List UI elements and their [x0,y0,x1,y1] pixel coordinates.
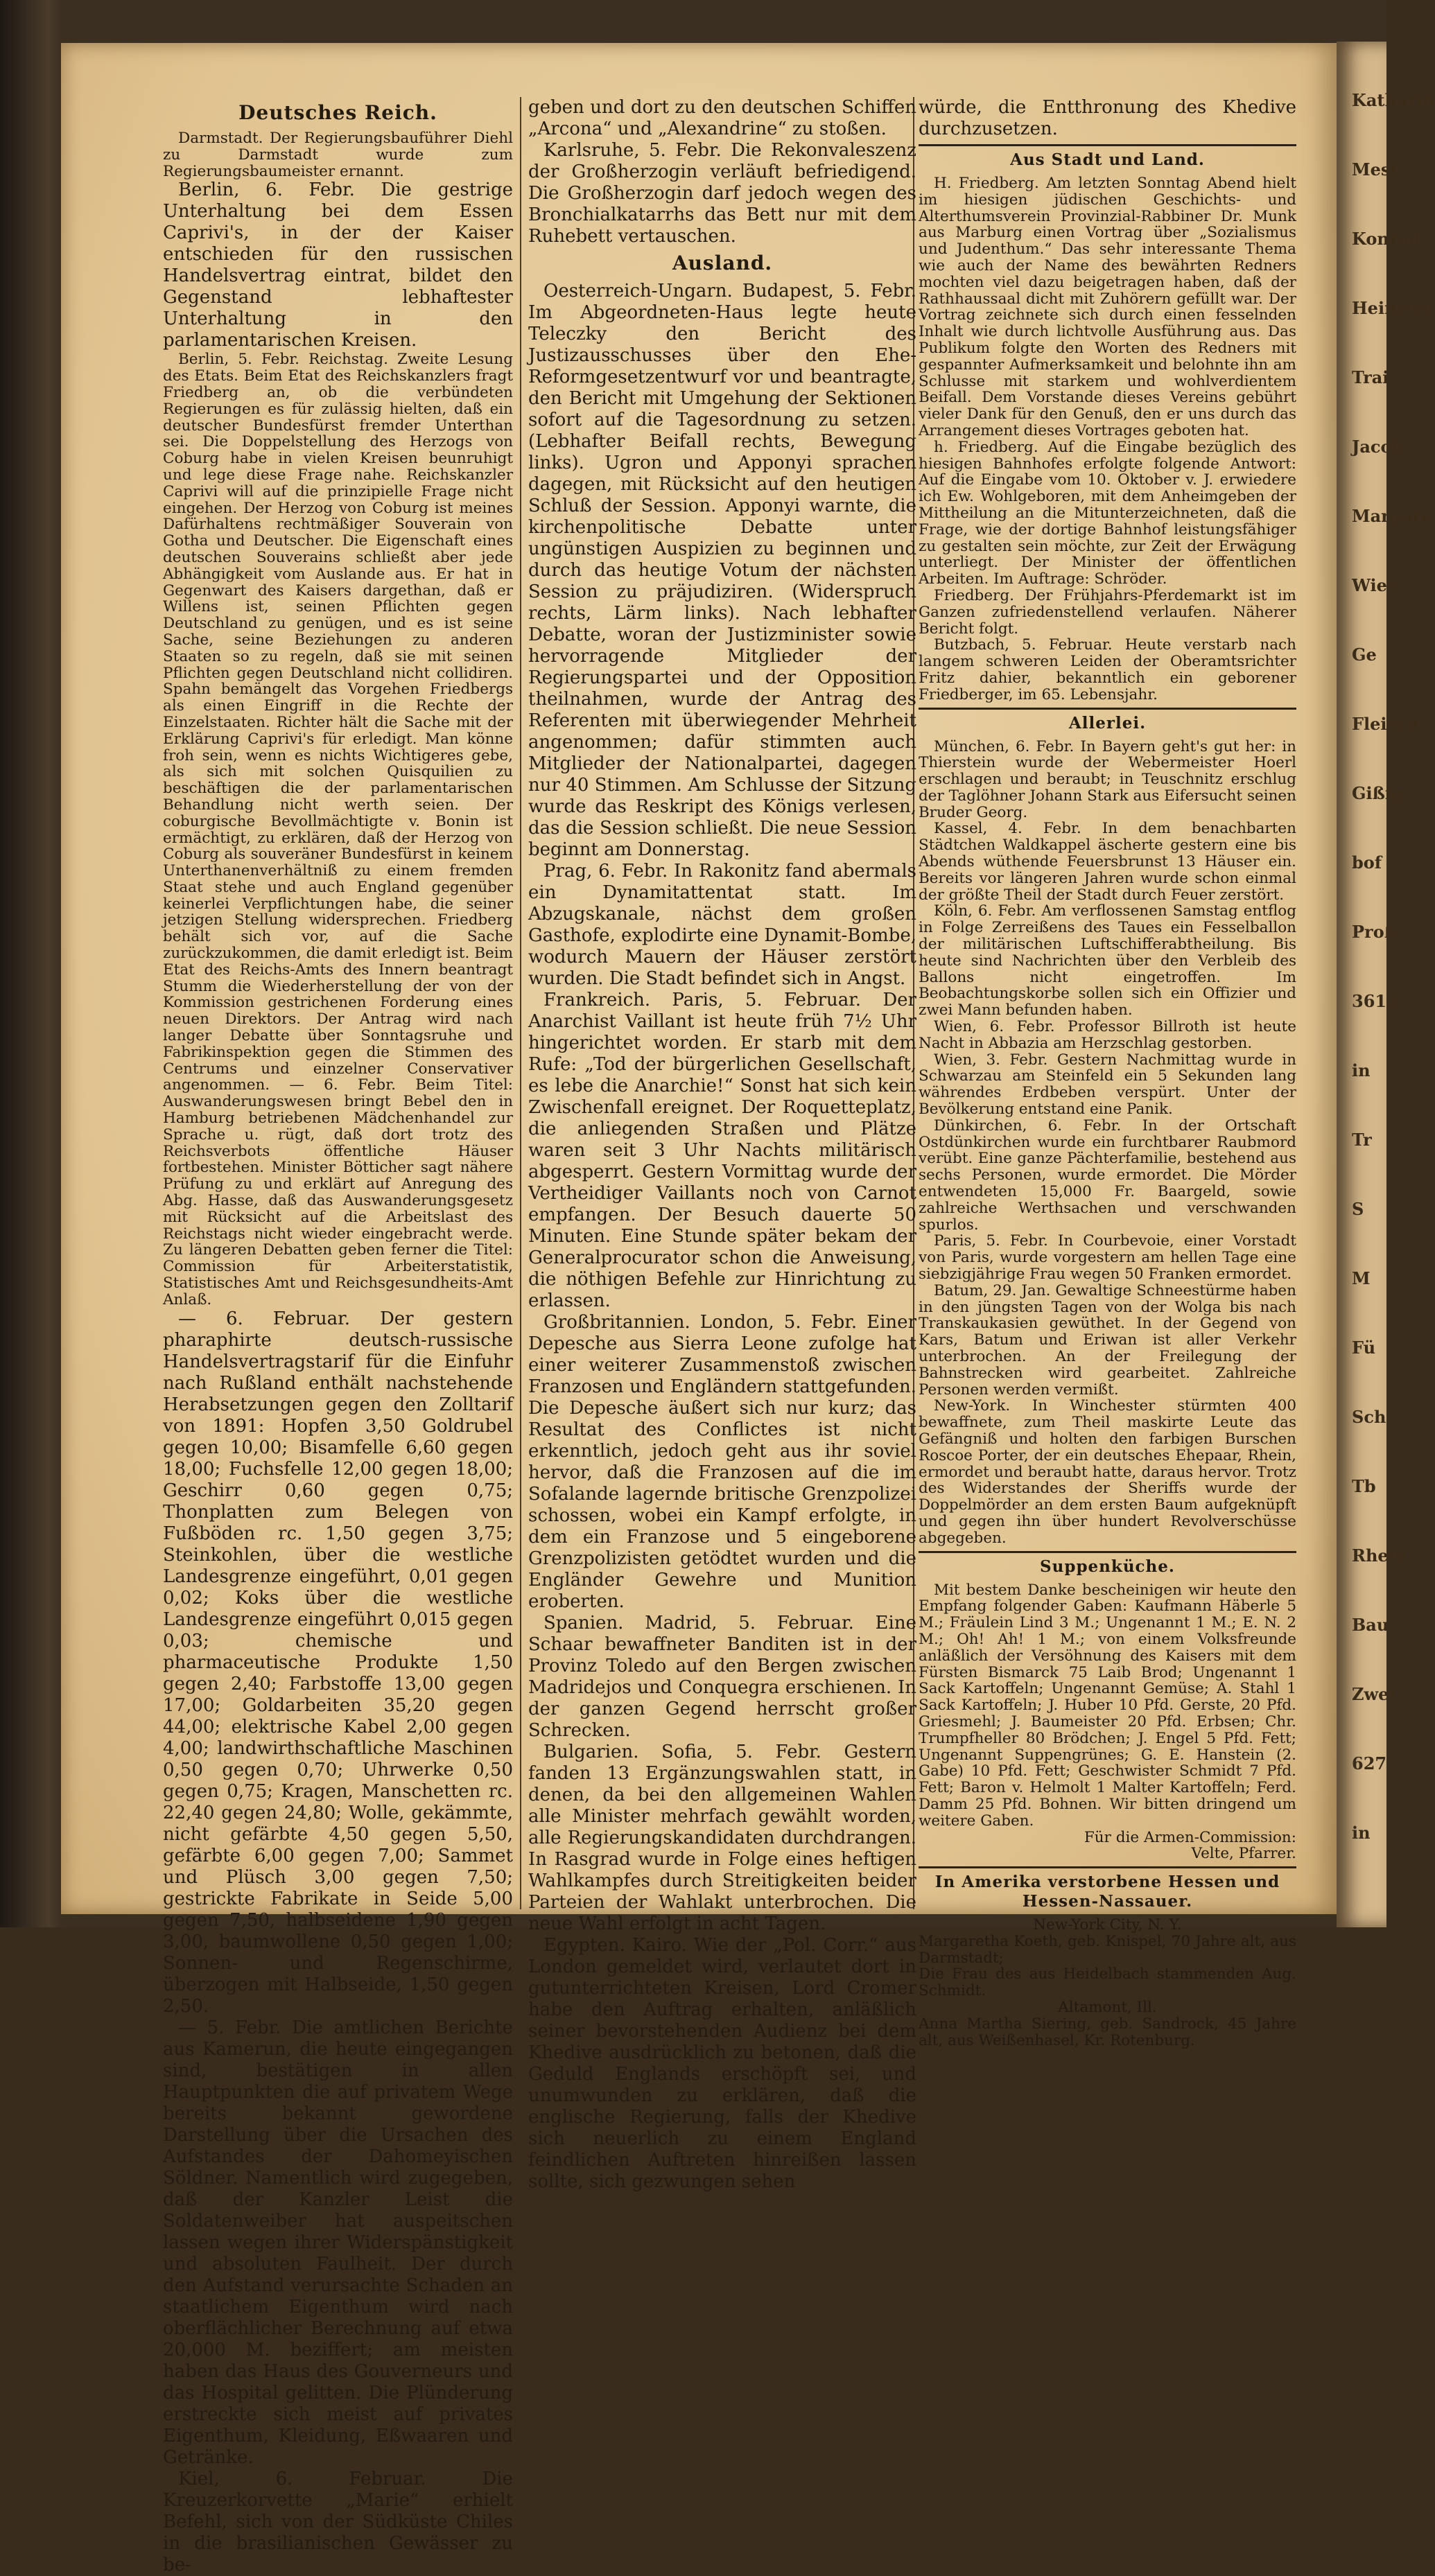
article-paragraph: Prag, 6. Febr. In Rakonitz fand abermals ein Dynamitattentat statt. Im Abzugskanale, nächst dem großen Gasthofe, explodirte eine Dynamit-Bombe, wodurch Mauern der Häuser zerstört wurden. Die Stadt befindet sich in Angst. [528,861,916,989]
section-rule [919,144,1296,146]
edge-fragment: 627 [1352,1753,1387,1773]
article-paragraph: Anna Martha Siering, geb. Sandrock, 45 Jahre alt, aus Weißenhasel, Kr. Rotenburg. [919,2015,1296,2049]
article-paragraph: Berlin, 6. Febr. Die gestrige Unterhaltung bei dem Essen Caprivi's, in der der Kaiser entschieden für den russischen Handelsvertrag eintrat, bildet den Gegenstand lebhaftester Unterhaltung in den parlamentarischen Kreisen. [163,179,513,351]
article-paragraph: Mit bestem Danke bescheinigen wir heute den Empfang folgender Gaben: Kaufmann Häberle 5 M.; Fräulein Lind 3 M.; Ungenannt 1 M.; E. N. 2 M.; Oh! Ah! 1 M.; von einem Volksfreunde anläßlich der Versöhnung des Kaisers mit dem Fürsten Bismarck 75 Laib Brod; Ungenannt 1 Sack Kartoffeln; Ungenannt Gemüse; A. Stahl 1 Sack Kartoffeln; J. Huber 10 Pfd. Gerste, 20 Pfd. Griesmehl; J. Baumeister 20 Pfd. Erbsen; Chr. Trumpfheller 80 Brödchen; J. Engel 5 Pfd. Fett; Ungenannt Suppengrünes; G. E. Hanstein (2. Gabe) 10 Pfd. Fett; Geschwister Schmidt 7 Pfd. Fett; Baron v. Helmolt 1 Malter Kartoffeln; Ferd. Damm 25 Pfd. Bohnen. Wir bitten dringend um weitere Gaben. [919,1581,1296,1830]
article-paragraph: Wien, 3. Febr. Gestern Nachmittag wurde in Schwarzau am Steinfeld ein 5 Sekunden lang währendes Erdbeben verspürt. Unter der Bevölkerung entstand eine Panik. [919,1051,1296,1119]
edge-fragment: Tr [1352,1130,1372,1150]
next-page-edge [1337,42,1435,1927]
edge-fragment: Trai [1352,367,1389,387]
article-paragraph: — 6. Februar. Der gestern pharaphirte deutsch-russische Handelsvertragstarif für die Einfuhr nach Rußland enthält nachstehende Herabsetzungen gegen den Zolltarif von 1891: Hopfen 3,50 Goldrubel gegen 10,00; Bisamfelle 6,60 gegen 18,00; Fuchsfelle 12,00 gegen 18,00; Geschirr 0,60 gegen 0,75; Thonplatten zum Belegen von Fußböden rc. 1,50 gegen 3,75; Steinkohlen, über die westliche Landesgrenze eingeführt, 0,01 gegen 0,02; Koks über die westliche Landesgrenze eingeführt 0,015 gegen 0,03; chemische und pharmaceutische Produkte 1,50 gegen 2,40; Farbstoffe 13,00 gegen 17,00; Goldarbeiten 35,20 gegen 44,00; elektrische Kabel 2,00 gegen 4,00; landwirthschaftliche Maschinen 0,50 gegen 0,70; Uhrwerke 0,50 gegen 0,75; Kragen, Manschetten rc. 22,40 gegen 24,80; Wolle, gekämmte, nicht gefärbte 4,50 gegen 5,50, gefärbte 6,00 gegen 7,00; Sammet und Plüsch 3,00 gegen 7,50; gestrickte Fabrikate in Seide 5,00 gegen 7,50, halbseidene 1,90 gegen 3,00, baumwollene 0,50 gegen 1,00; Sonnen- und Regenschirme, überzogen mit Halbseide, 1,50 gegen 2,50. [163,1308,513,2017]
article-paragraph: Die Frau des aus Heidelbach stammenden Aug. Schmidt. [919,1965,1296,2000]
edge-fragment: Ge [1352,645,1377,665]
edge-fragment: S [1352,1199,1364,1219]
article-paragraph: Spanien. Madrid, 5. Februar. Eine Schaar bewaffneter Banditen ist in der Provinz Toledo auf den Bergen zwischen Madridejos und Conquegra erschienen. In der ganzen Gegend herrscht großer Schrecken. [528,1613,916,1741]
article-paragraph: Köln, 6. Febr. Am verflossenen Samstag entflog in Folge Zerreißens des Taues ein Fesselballon der militärischen Luftschifferabtheilung. Bis heute sind Nachrichten über den Verbleib des Ballons nicht eingetroffen. Im Beobachtungskorbe sollen sich ein Offizier und zwei Mann befunden haben. [919,902,1296,1019]
edge-fragment: Sch [1352,1407,1386,1427]
article-paragraph: Paris, 5. Febr. In Courbevoie, einer Vorstadt von Paris, wurde vorgestern am hellen Tage eine siebzigjährige Frau wegen 50 Franken ermordet. [919,1232,1296,1283]
article-paragraph: — 5. Febr. Die amtlichen Berichte aus Kamerun, die heute eingegangen sind, bestätigen in allen Hauptpunkten die auf privatem Wege bereits bekannt gewordene Darstellung über die Ursachen des Aufstandes der Dahomeyischen Söldner. Namentlich wird zugegeben, daß der Kanzler Leist die Soldatenweiber hat auspeitschen lassen wegen ihrer Widerspänstigkeit und absoluten Faulheit. Der durch den Aufstand verursachte Schaden an staatlichem Eigenthum wird nach oberflächlicher Berechnung auf etwa 20,000 M. beziffert; am meisten haben das Haus des Gouverneurs und das Hospital gelitten. Die Plünderung erstreckte sich meist auf privates Eigenthum, Kleidung, Eßwaaren und Getränke. [163,2017,513,2468]
article-paragraph: Karlsruhe, 5. Febr. Die Rekonvaleszenz der Großherzogin verläuft befriedigend. Die Großherzogin darf jedoch wegen des Bronchialkatarrhs das Bett nur mit dem Ruhebett vertauschen. [528,140,916,247]
column-1 [163,97,513,2575]
section-heading: Deutsches Reich. [238,101,437,124]
edge-fragment: Katharin [1352,90,1435,110]
article-paragraph: Darmstadt. Der Regierungsbauführer Diehl zu Darmstadt wurde zum Regierungsbaumeister ernannt. [163,130,513,180]
article-paragraph: Dünkirchen, 6. Febr. In der Ortschaft Ostdünkirchen wurde ein furchtbarer Raubmord verübt. Eine ganze Pächterfamilie, bestehend aus sechs Personen, wurde ermordet. Die Mörder entwendeten 15,000 Fr. Baargeld, sowie zahlreiche Werthsachen und verschwanden spurlos. [919,1116,1296,1234]
edge-fragment: bof [1352,852,1382,873]
edge-fragment: 3612 [1352,991,1398,1011]
edge-fragment: Gißig [1352,783,1403,803]
article-paragraph: Butzbach, 5. Februar. Heute verstarb nach langem schweren Leiden der Oberamtsrichter Fritz dahier, bekanntlich ein geborener Friedberger, im 65. Lebensjahr. [919,636,1296,703]
section-rule [919,1866,1296,1868]
edge-fragment: Zwei [1352,1684,1395,1704]
article-paragraph: Batum, 29. Jan. Gewaltige Schneestürme haben in den jüngsten Tagen von der Wolga bis nach Transkaukasien gewüthet. In der Gegend von Kars, Batum und Eriwan ist aller Verkehr unterbrochen. An der Freilegung der Bahnstrecken wird gearbeitet. Zahlreiche Personen werden vermißt. [919,1281,1296,1399]
article-paragraph: Kiel, 6. Februar. Die Kreuzerkorvette „Marie“ erhielt Befehl, sich von der Südküste Chiles in die brasilianischen Gewässer zu be- [163,2468,513,2575]
article-paragraph: New-York. In Winchester stürmten 400 bewaffnete, zum Theil maskirte Leute das Gefängniß und holten den farbigen Burschen Roscoe Porter, der ein deutsches Ehepaar, Rhein, ermordet und beraubt hatte, daraus hervor. Trotz des Widerstandes der Sheriffs wurde der Doppelmörder an dem ersten Baum aufgeknüpft und gegen ihn über hundert Revolverschüsse abgegeben. [919,1397,1296,1547]
article-paragraph: Oesterreich-Ungarn. Budapest, 5. Febr. Im Abgeordneten-Haus legte heute Teleczky den Bericht des Justizausschusses über den Ehe-Reformgesetzentwurf vor und beantragte, den Bericht mit Umgehung der Sektionen sofort auf die Tagesordnung zu setzen. (Lebhafter Beifall rechts, Bewegung links). Ugron und Apponyi sprachen dagegen, mit Rücksicht auf den heutigen Schluß der Session. Apponyi warnte, die kirchenpolitische Debatte unter ungünstigen Auspizien zu beginnen und durch das heutige Votum der nächsten Session zu präjudiziren. (Widerspruch rechts, Lärm links). Nach lebhafter Debatte, woran der Justizminister sowie hervorragende Mitglieder der Regierungspartei und der Opposition theilnahmen, wurde der Antrag des Referenten mit überwiegender Mehrheit angenommen; dafür stimmten auch Mitglieder der Nationalpartei, dagegen nur 40 Stimmen. Am Schlusse der Sitzung wurde das Reskript des Königs verlesen, das die Session schließt. Die neue Session beginnt am Donnerstag. [528,281,916,860]
edge-fragment: Rhein [1352,1545,1407,1566]
column-3 [919,97,1296,2548]
article-paragraph: Margaretha Koeth, geb. Knispel, 70 Jahre alt, aus Darmstadt; [919,1932,1296,1967]
article-paragraph: würde, die Entthronung des Khedive durchzusetzen. [919,97,1296,139]
edge-fragment: Bau [1352,1615,1389,1635]
article-paragraph: Frankreich. Paris, 5. Februar. Der Anarchist Vaillant ist heute früh 7½ Uhr hingerichtet worden. Er starb mit dem Rufe: „Tod der bürgerlichen Gesellschaft, es lebe die Anarchie!“ Sonst hat sich kein Zwischenfall ereignet. Der Roquetteplatz, die anliegenden Straßen und Plätze waren seit 3 Uhr Nachts militärisch abgesperrt. Gestern Vormittag wurde der Vertheidiger Vaillants noch von Carnot empfangen. Der Besuch dauerte 50 Minuten. Eine Stunde später bekam der Generalprocurator schon die Anweisung, die nöthigen Befehle zur Hinrichtung zu erlassen. [528,990,916,1311]
section-heading: Suppenküche. [1040,1557,1175,1576]
article-paragraph: Altamont, Ill. [1058,1999,1157,2017]
edge-fragment: Proß [1352,922,1397,942]
column-2 [528,97,916,2548]
article-paragraph: New-York City, N. Y. [1033,1916,1182,1934]
article-paragraph: München, 6. Febr. In Bayern geht's gut her: in Thierstein wurde der Webermeister Hoerl erschlagen und beraubt; in Teuschnitz erschlug der Taglöhner Johann Stark aus Eifersucht seinen Bruder Georg. [919,737,1296,821]
article-paragraph: Friedberg. Der Frühjahrs-Pferdemarkt ist im Ganzen zufriedenstellend verlaufen. Näherer Bericht folgt. [919,586,1296,638]
section-heading: Aus Stadt und Land. [1010,150,1205,169]
article-paragraph: Wien, 6. Febr. Professor Billroth ist heute Nacht in Abbazia am Herzschlag gestorben. [919,1018,1296,1052]
article-paragraph: Für die Armen-Commission: [1084,1828,1296,1846]
edge-fragment: Fü [1352,1338,1376,1358]
article-paragraph: h. Friedberg. Auf die Eingabe bezüglich des hiesigen Bahnhofes erfolgte folgende Antwort: Auf die Eingabe vom 10. Oktober v. J. erwiedere ich Ew. Wohlgeboren, mit dem Anheimgeben der Mittheilung an die Mitunterzeichneten, daß die Frage, wie der dortige Bahnhof leistungsfähiger zu gestalten sein möchte, zur Zeit der Erwägung unterliegt. Der Minister der öffentlichen Arbeiten. Im Auftrage: Schröder. [919,438,1296,588]
article-paragraph: Velte, Pfarrer. [1191,1845,1296,1863]
section-heading: In Amerika verstorbene Hessen und Hessen-Nassauer. [934,1873,1280,1911]
edge-fragment: Jacob [1352,437,1404,457]
article-paragraph: geben und dort zu den deutschen Schiffen „Arcona“ und „Alexandrine“ zu stoßen. [528,97,916,139]
edge-fragment: Wies [1352,575,1397,595]
edge-fragment: Konrad [1352,229,1420,249]
column-separator [520,97,521,1909]
article-paragraph: Bulgarien. Sofia, 5. Febr. Gestern fanden 13 Ergänzungswahlen statt, in denen, da bei den allgemeinen Wahlen alle Minister mehrfach gewählt worden, alle Regierungskandidaten durchdrangen. In Rasgrad wurde in Folge eines heftigen Wahlkampfes durch Streitigkeiten beider Parteien der Wahlakt unterbrochen. Die neue Wahl erfolgt in acht Tagen. [528,1742,916,1934]
edge-fragment: Heinrich [1352,298,1434,318]
article-paragraph: H. Friedberg. Am letzten Sonntag Abend hielt im hiesigen jüdischen Geschichts- und Alterthumsverein Provinzial-Rabbiner Dr. Munk aus Marburg einen Vortrag über „Sozialismus und Judenthum.“ Das sehr interessante Thema wie auch der Name des bewährten Redners mochten viel dazu beigetragen haben, daß der Rathhaussaal dicht mit Zuhörern gefüllt war. Der Vortrag zeichnete sich durch einen fesselnden Inhalt wie durch lichtvolle Ausführung aus. Das Publikum folgte den Worten des Redners mit gespannter Aufmerksamkeit und belohnte ihn am Schlusse mit starkem und wohlverdientem Beifall. Dem Vorstande dieses Vereins gebührt vieler Dank für den Genuß, den er uns durch das Arrangement dieses Vortrages geboten hat. [919,175,1296,439]
article-paragraph: Egypten. Kairo. Wie der „Pol. Corr.“ aus London gemeldet wird, verlautet dort in gutunterrichteten Kreisen, Lord Cromer habe den Auftrag erhalten, anläßlich seiner bevorstehenden Audienz bei dem Khedive ausdrücklich zu betonen, daß die Geduld Englands erschöpft sei, und unumwunden zu erklären, daß die englische Regierung, falls der Khedive sich neuerlich zu einem England feindlichen Auftreten hinreißen lassen sollte, sich gezwungen sehen [528,1935,916,2192]
edge-fragment: in [1352,1060,1371,1080]
article-paragraph: Berlin, 5. Febr. Reichstag. Zweite Lesung des Etats. Beim Etat des Reichskanzlers fragt Friedberg an, ob die verbündeten Regierungen es für zulässig hielten, daß ein deutscher Bundesfürst fremder Unterthan sei. Die Doppelstellung des Herzogs von Coburg habe in vielen Kreisen beunruhigt und lege diese Frage nahe. Reichskanzler Caprivi will auf die prinzipielle Frage nicht eingehen. Der Herzog von Coburg ist meines Dafürhaltens rechtmäßiger Souverain von Gotha und Deutscher. Die Eigenschaft eines deutschen Souverains schließt aber jede Abhängigkeit vom Auslande aus. Er hat in Gegenwart des Kaisers dargethan, daß er Willens ist, seinen Pflichten gegen Deutschland zu genügen, und es ist seine Sache, seine Beziehungen zu anderen Staaten so zu regeln, daß sie mit seinen Pflichten gegen Deutschland nicht collidiren. Spahn bemängelt das Vorgehen Friedbergs als einen Eingriff in die Rechte der Einzelstaaten. Richter hält die Sache mit der Erklärung Caprivi's für erledigt. Man könne froh sein, wenn es nichts Wichtigeres gebe, als sich mit solchen Quisquilien zu beschäftigen die der parlamentarischen Behandlung nicht werth seien. Der coburgische Bevollmächtigte v. Bonin ist ermächtigt, zu erklären, daß der Herzog von Coburg als souveräner Bundesfürst in keinem Unterthanenverhältniß zu einem fremden Staat stehe und auch England gegenüber keinerlei Verpflichtungen habe, die seiner jetzigen Stellung widersprechen. Friedberg behält sich vor, auf die Sache zurückzukommen, die damit erledigt ist. Beim Etat des Reichs-Amts des Innern beantragt Stumm die Wiederherstellung der von der Kommission gestrichenen Forderung eines neuen Direktors. Der Antrag wird nach langer Debatte über Sonntagsruhe und Fabrikinspektion gegen die Stimmen des Centrums und einzelner Conservativer angenommen. — 6. Febr. Beim Titel: Auswanderungswesen bringt Bebel den in Hamburg betriebenen Mädchenhandel zur Sprache u. rügt, daß dort trotz des Reichsverbots öffentliche Häuser fortbestehen. Minister Bötticher sagt nähere Prüfung zu und erklärt auf Anregung des Abg. Hasse, daß das Auswanderungsgesetz mit Rücksicht auf die Arbeitslast des Reichstags nicht wieder eingebracht werde. Zu längeren Debatten geben ferner die Titel: Commission für Arbeiterstatistik, Statistisches Amt und Reichsgesundheits-Amt Anlaß. [163,351,513,1308]
section-rule [919,708,1296,710]
edge-fragment: Fleisch [1352,714,1419,734]
section-heading: Ausland. [672,252,773,274]
article-paragraph: Kassel, 4. Febr. In dem benachbarten Städtchen Waldkappel äscherte gestern eine bis Abends wüthende Feuersbrunst 13 Häuser ein. Bereits vor längeren Jahren wurde schon einmal der größte Theil der Stadt durch Feuer zerstört. [919,820,1296,904]
edge-fragment: M [1352,1268,1371,1288]
article-paragraph: Großbritannien. London, 5. Febr. Einer Depesche aus Sierra Leone zufolge hat einer weiterer Zusammenstoß zwischen Franzosen und Engländern stattgefunden. Die Depesche äußert sich nur kurz; das Resultat des Conflictes ist nicht erkenntlich, jedoch geht aus ihr soviel hervor, daß die Franzosen auf die im Sofalande lagernde britische Grenzpolizei schossen, wobei ein Kampf erfolgte, in dem ein Franzose und 5 eingeborene Grenzpolizisten getödtet wurden und die Engländer Gewehre und Munition eroberten. [528,1312,916,1612]
edge-fragment: Tb [1352,1476,1376,1496]
edge-fragment: Mesl [1352,159,1397,179]
edge-fragment: Margare [1352,506,1432,526]
edge-fragment: in [1352,1823,1371,1843]
section-heading: Allerlei. [1068,713,1147,733]
section-rule [919,1551,1296,1553]
